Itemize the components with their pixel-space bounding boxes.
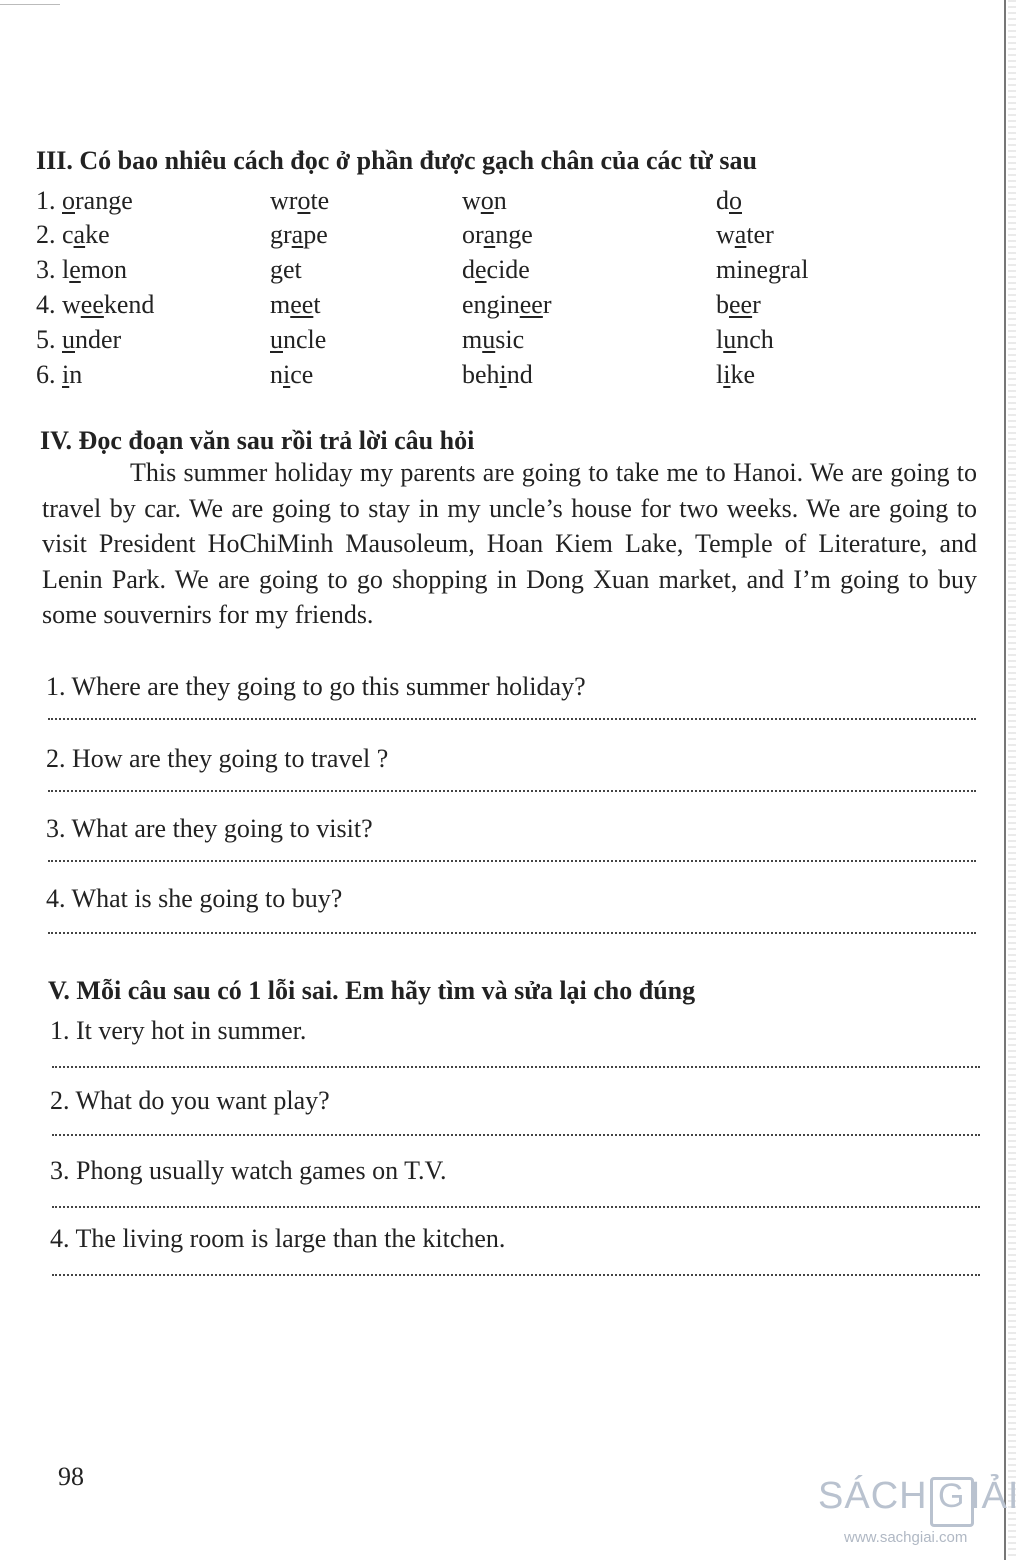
section-4-question-1: 1. Where are they going to go this summer holiday?: [46, 672, 586, 701]
underlined-letters: u: [62, 325, 75, 354]
word-cell: [716, 220, 774, 250]
word-prefix: 5.: [36, 325, 62, 354]
word-prefix: b: [716, 290, 729, 319]
section-4-question-4: 4. What is she going to buy?: [46, 884, 343, 913]
section-5-question-3: 3. Phong usually watch games on T.V.: [50, 1156, 447, 1185]
word-prefix: beh: [462, 360, 500, 389]
underlined-letters: u: [482, 325, 496, 354]
reading-passage: [42, 455, 977, 633]
watermark-logo: [818, 1475, 1018, 1555]
word-cell: [716, 325, 774, 355]
word-cell: [716, 186, 742, 216]
word-suffix: ncle: [283, 325, 327, 354]
section-4-title: IV. Đọc đoạn văn sau rồi trả lời câu hỏi: [40, 426, 475, 455]
answer-line-5-4[interactable]: [52, 1274, 980, 1276]
answer-line-4-1[interactable]: [48, 718, 976, 720]
section-4-question-3: 3. What are they going to visit?: [46, 814, 373, 843]
underlined-letters: i: [499, 360, 507, 389]
underlined-letters: ee: [290, 290, 314, 319]
word-cell: [270, 360, 313, 390]
watermark-brand-right: IẢI: [970, 1475, 1020, 1517]
word-suffix: et: [283, 255, 302, 284]
word-cell: [462, 360, 533, 390]
word-cell: [716, 360, 755, 390]
word-prefix: wr: [270, 186, 298, 215]
word-cell: [36, 360, 82, 390]
watermark-brand-left: SÁCH: [818, 1475, 928, 1517]
word-suffix: cide: [486, 255, 530, 284]
watermark-url: www.sachgiai.com: [844, 1529, 968, 1546]
word-cell: [36, 290, 154, 320]
underlined-letters: i: [723, 360, 731, 389]
word-suffix: r: [542, 290, 552, 319]
underlined-letters: a: [291, 220, 304, 249]
word-suffix: kend: [103, 290, 155, 319]
underlined-letters: g: [768, 255, 781, 284]
underlined-letters: g: [270, 255, 283, 284]
answer-line-5-2[interactable]: [52, 1134, 980, 1136]
word-cell: [36, 186, 133, 216]
word-cell: [270, 220, 328, 250]
word-prefix: l: [716, 325, 724, 354]
word-cell: [462, 290, 552, 320]
word-suffix: ke: [730, 360, 756, 389]
word-suffix: te: [310, 186, 330, 215]
word-suffix: nd: [506, 360, 533, 389]
word-cell: [716, 290, 761, 320]
underlined-letters: ee: [519, 290, 543, 319]
word-prefix: 4. w: [36, 290, 81, 319]
underlined-letters: a: [73, 220, 86, 249]
underlined-letters: ee: [729, 290, 753, 319]
page-edge-right: [1004, 0, 1006, 1560]
word-prefix: d: [716, 186, 729, 215]
word-suffix: range: [75, 186, 133, 215]
section-5-question-1: 1. It very hot in summer.: [50, 1016, 307, 1045]
underlined-letters: o: [297, 186, 311, 215]
word-cell: [270, 325, 326, 355]
word-suffix: ral: [781, 255, 809, 284]
word-prefix: 1.: [36, 186, 62, 215]
word-prefix: d: [462, 255, 475, 284]
word-suffix: t: [313, 290, 321, 319]
word-cell: [462, 220, 533, 250]
word-suffix: ke: [85, 220, 110, 249]
underlined-letters: o: [62, 186, 75, 215]
word-prefix: n: [270, 360, 283, 389]
underlined-letters: o: [480, 186, 494, 215]
page-number: 98: [58, 1462, 84, 1491]
answer-line-4-4[interactable]: [48, 932, 976, 934]
word-prefix: w: [716, 220, 735, 249]
word-prefix: w: [462, 186, 481, 215]
word-cell: [36, 220, 110, 250]
answer-line-4-2[interactable]: [48, 790, 976, 792]
answer-line-4-3[interactable]: [48, 860, 976, 862]
underlined-letters: i: [62, 360, 70, 389]
word-cell: [270, 290, 321, 320]
underlined-letters: ee: [80, 290, 104, 319]
underlined-letters: u: [270, 325, 283, 354]
word-prefix: m: [462, 325, 483, 354]
word-suffix: nder: [75, 325, 122, 354]
word-cell: [270, 186, 329, 216]
word-suffix: n: [69, 360, 83, 389]
answer-line-5-1[interactable]: [52, 1066, 980, 1068]
word-suffix: sic: [495, 325, 525, 354]
underlined-letters: e: [69, 255, 81, 284]
word-cell: [462, 325, 524, 355]
word-prefix: engin: [462, 290, 520, 319]
underlined-letters: e: [475, 255, 487, 284]
reading-passage-text: This summer holiday my parents are going to take me to Hanoi. We are going to travel by car. We are going to stay in my uncle’s house for two weeks. We are going to visit President HoChiMinh Mausoleum, Hoan Kiem Lake, Temple of Literature, and Lenin Park. We are going to go shopping in Dong Xuan market, and I’m going to buy some souvernirs for my friends.: [42, 458, 977, 630]
word-cell: [716, 255, 808, 285]
underlined-letters: i: [283, 360, 291, 389]
underlined-letters: a: [734, 220, 747, 249]
word-cell: [36, 255, 127, 285]
answer-line-5-3[interactable]: [52, 1206, 980, 1208]
word-suffix: pe: [303, 220, 328, 249]
word-prefix: gr: [270, 220, 292, 249]
underlined-letters: a: [483, 220, 496, 249]
word-suffix: nch: [736, 325, 774, 354]
word-cell: [36, 325, 121, 355]
word-prefix: 6.: [36, 360, 62, 389]
word-suffix: r: [752, 290, 761, 319]
word-prefix: or: [462, 220, 484, 249]
underlined-letters: u: [723, 325, 737, 354]
watermark-brand-letter: G: [938, 1477, 966, 1515]
word-cell: [270, 255, 302, 285]
word-suffix: mon: [80, 255, 128, 284]
word-suffix: ter: [746, 220, 774, 249]
word-prefix: l: [716, 360, 724, 389]
word-suffix: ce: [290, 360, 314, 389]
word-prefix: 3. l: [36, 255, 70, 284]
section-5-title: V. Mỗi câu sau có 1 lỗi sai. Em hãy tìm và sửa lại cho đúng: [48, 976, 696, 1005]
word-prefix: m: [270, 290, 291, 319]
section-3-title: III. Có bao nhiêu cách đọc ở phần được gạch chân của các từ sau: [36, 146, 757, 175]
word-prefix: mine: [716, 255, 768, 284]
underlined-letters: o: [729, 186, 742, 215]
word-cell: [462, 255, 530, 285]
word-cell: [462, 186, 507, 216]
word-suffix: n: [493, 186, 507, 215]
section-4-question-2: 2. How are they going to travel ?: [46, 744, 389, 773]
section-5-question-2: 2. What do you want play?: [50, 1086, 330, 1115]
section-5-question-4: 4. The living room is large than the kitchen.: [50, 1224, 506, 1253]
page-edge-shadow: [1008, 0, 1016, 1560]
page-edge-top: [0, 4, 60, 5]
word-prefix: 2. c: [36, 220, 74, 249]
word-suffix: nge: [495, 220, 533, 249]
